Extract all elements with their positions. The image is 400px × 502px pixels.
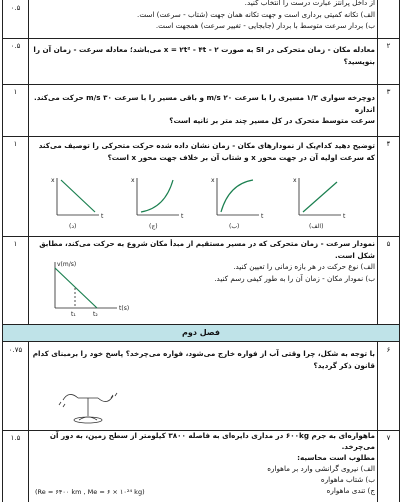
score-cell: ۰.۵ (3, 0, 29, 38)
score-cell: ۱ (3, 84, 29, 136)
question-line: توضیح دهید کدام‌یک از نمودارهای مکان - زمان نشان داده شده حرکت متحرکی را توصیف می‌کند (38, 141, 375, 150)
question-line: شکل است. (334, 250, 375, 260)
question-row-1 (3, 0, 399, 39)
question-line: مطلوب است محاسبه: (297, 453, 375, 462)
question-row-4 (3, 136, 399, 237)
score-cell: ۱ (3, 136, 29, 236)
fountain-figure (43, 376, 133, 426)
svg-text:x: x (131, 177, 135, 184)
score-cell: ۱.۵ (3, 430, 29, 502)
question-line: قانون ذکر گردید؟ (313, 360, 375, 370)
question-line: الف) تکانه کمیتی برداری است و جهت تکانه همان جهت (شتاب - سرعت) است. (137, 9, 375, 19)
question-line: با توجه به شکل، چرا وقتی آب از فواره خارج می‌شود، فواره می‌چرخد؟ پاسخ خود را برمبنای کدام (32, 349, 375, 358)
position-time-graphs (37, 170, 367, 232)
svg-text:x: x (211, 177, 215, 184)
question-line: معادله مکان - زمان متحرکی در SI به صورت x = ۲t² - ۴t - ۲ می‌باشد؛ معادله سرعت - زمان آن را بنویسید؟ (33, 45, 375, 66)
question-line: از داخل پرانتز عبارت درست را انتخاب کنید. (244, 0, 375, 7)
exam-sheet (2, 0, 400, 502)
question-row-3 (3, 84, 399, 137)
question-line: ج) تندی ماهواره (326, 486, 375, 495)
graph-label: (د) (69, 223, 77, 230)
question-number: ۴ (377, 136, 399, 236)
svg-text:t: t (261, 213, 264, 220)
question-line: ماهواره‌ای به جرم ۶۰۰kg در مداری دایره‌ای به فاصله ۳۸۰۰ کیلومتر از سطح زمین، به دور آن می‌چرخد. (49, 431, 375, 451)
score-cell: ۱ (3, 236, 29, 324)
question-number: ۲ (377, 38, 399, 84)
question-line: ب) شتاب ماهواره (320, 475, 375, 484)
score-cell: ۰.۵ (3, 38, 29, 84)
graph-label: (ج) (149, 223, 158, 230)
question-row-7 (3, 430, 399, 502)
question-row-2 (3, 38, 399, 85)
section-title: فصل دوم (3, 325, 399, 342)
question-line: ب) نمودار مکان - زمان آن را به طور کیفی رسم کنید. (214, 273, 375, 283)
graph-label: (ب) (229, 223, 240, 230)
svg-text:t: t (343, 213, 346, 220)
v-axis-label: v(m/s) (57, 261, 77, 268)
question-number: ۵ (377, 236, 399, 324)
question-number: ۶ (377, 342, 399, 430)
question-text (31, 92, 375, 136)
question-row-6 (3, 342, 399, 431)
question-line: الف) نیروی گرانشی وارد بر ماهواره (267, 464, 375, 473)
question-line: الف) نوع حرکت در هر بازه زمانی را تعیین کنید. (233, 262, 375, 271)
question-line: ب) بردار سرعت متوسط با بردار (جابجایی - تغییر سرعت) همجهت است. (155, 21, 375, 30)
question-number: ۷ (377, 430, 399, 502)
score-cell: ۰.۷۵ (3, 342, 29, 430)
t-axis-label: t(s) (119, 305, 130, 312)
svg-text:t: t (181, 213, 184, 220)
t1-label: t₁ (71, 311, 76, 318)
question-text (31, 44, 375, 84)
question-line: دوچرخه سواری ۱/۳ مسیری را با سرعت ۲۰ m/s و باقی مسیر را با سرعت ۳۰ m/s حرکت می‌کند. اندازه (33, 93, 375, 114)
question-line: نمودار سرعت - زمان متحرکی که در مسیر مستقیم از مبدأ مکان شروع به حرکت می‌کند، مطابق (39, 239, 375, 248)
question-row-5 (3, 236, 399, 325)
question-text (31, 0, 375, 38)
t2-label: t₂ (93, 311, 98, 318)
given-values: (Re = ۶۴۰۰ km , Me = ۶ × ۱۰²⁴ kg) (35, 488, 145, 496)
question-line: سرعت متوسط متحرک در کل مسیر چند متر بر ثانیه است؟ (169, 116, 375, 125)
graph-label: (الف) (309, 223, 324, 230)
question-number (377, 0, 399, 38)
question-line: که سرعت اولیه آن در جهت محور x و شتاب آن بر خلاف جهت محور x است؟ (107, 152, 375, 162)
question-number: ۳ (377, 84, 399, 136)
svg-text:x: x (293, 177, 297, 184)
svg-text:x: x (51, 177, 55, 184)
velocity-time-graph (37, 258, 147, 318)
svg-text:t: t (101, 213, 104, 220)
